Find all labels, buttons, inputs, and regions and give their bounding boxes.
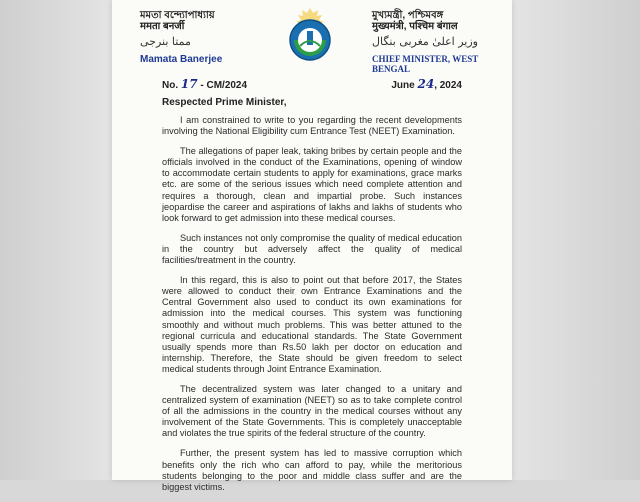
- bengali-title: মুখ্যমন্ত্রী, পশ্চিমবঙ্গ: [372, 10, 444, 21]
- ref-no-prefix: No.: [162, 80, 179, 91]
- english-title: CHIEF MINISTER, WEST BENGAL: [372, 54, 479, 74]
- background-left: [0, 0, 112, 480]
- paragraph: Further, the present system has led to massive corruption which benefits only the rich who can afford to pay, while the meritorious students belonging to the poor and middle class suffer and are the biggest victims.: [162, 448, 462, 492]
- letterhead-left: [140, 10, 260, 65]
- urdu-title: وزیر اعلیٰ مغربی بنگال: [372, 35, 478, 48]
- bengali-name: মমতা বন্দ্যোপাধ্যায়: [140, 10, 215, 21]
- letter-page: [112, 0, 512, 492]
- date-suffix: , 2024: [434, 80, 462, 91]
- letter-date: [391, 77, 462, 91]
- west-bengal-emblem-icon: [284, 6, 336, 66]
- salutation: Respected Prime Minister,: [162, 97, 287, 108]
- letter-body: [162, 115, 462, 502]
- paragraph: The decentralized system was later changed to a unitary and centralized system of examination (NEET) so as to take complete control of all the admissions in the country in the medical courses without any involvement of the State Governments. This is completely unacceptable and violates the true spirits of the federal structure of the country.: [162, 383, 462, 439]
- date-handwritten: 24: [417, 77, 435, 91]
- letterhead-right: [372, 10, 502, 74]
- reference-row: [162, 77, 462, 91]
- paragraph: I am constrained to write to you regarding the recent developments involving the National Eligibility cum Entrance Test (NEET) Examination.: [162, 115, 462, 137]
- background-right: [512, 0, 640, 480]
- urdu-name: ممتا بنرجی: [140, 35, 191, 48]
- hindi-name: ममता बनर्जी: [140, 21, 185, 32]
- date-prefix: June: [391, 80, 415, 91]
- paragraph: Such instances not only compromise the quality of medical education in the country but adversely affect the quality of medical facilities/treatment in the country.: [162, 232, 462, 266]
- english-name: Mamata Banerjee: [140, 54, 223, 65]
- ref-no-suffix: - CM/2024: [200, 80, 248, 91]
- paragraph: In this regard, this is also to point out that before 2017, the States were allowed to conduct their own Entrance Examinations and the Central Government also used to conduct its own examinations for admission into the medical courses. This system was functioning smoothly and without much problems. This was better attuned to the regional curricula and educational standards. The State Government usually spends more than Rs.50 lakh per doctor on education and internship. Therefore, the State should be given freedom to select medical students through Joint Entrance Examination.: [162, 275, 462, 374]
- ref-no-handwritten: 17: [180, 77, 198, 91]
- reference-number: [162, 77, 247, 91]
- paragraph: The allegations of paper leak, taking bribes by certain people and the officials involved in the conduct of the Examinations, opening of window to accommodate certain students to apply for examinations, grace marks etc. are some of the serious issues which need complete attention and requires a thorough, clean and impartial probe. Such instances jeopardise the career and aspirations of lakhs and lakhs of students who look forward to get admission into these medical courses.: [162, 146, 462, 223]
- hindi-title: मुख्यमंत्री, पश्चिम बंगाल: [372, 21, 458, 32]
